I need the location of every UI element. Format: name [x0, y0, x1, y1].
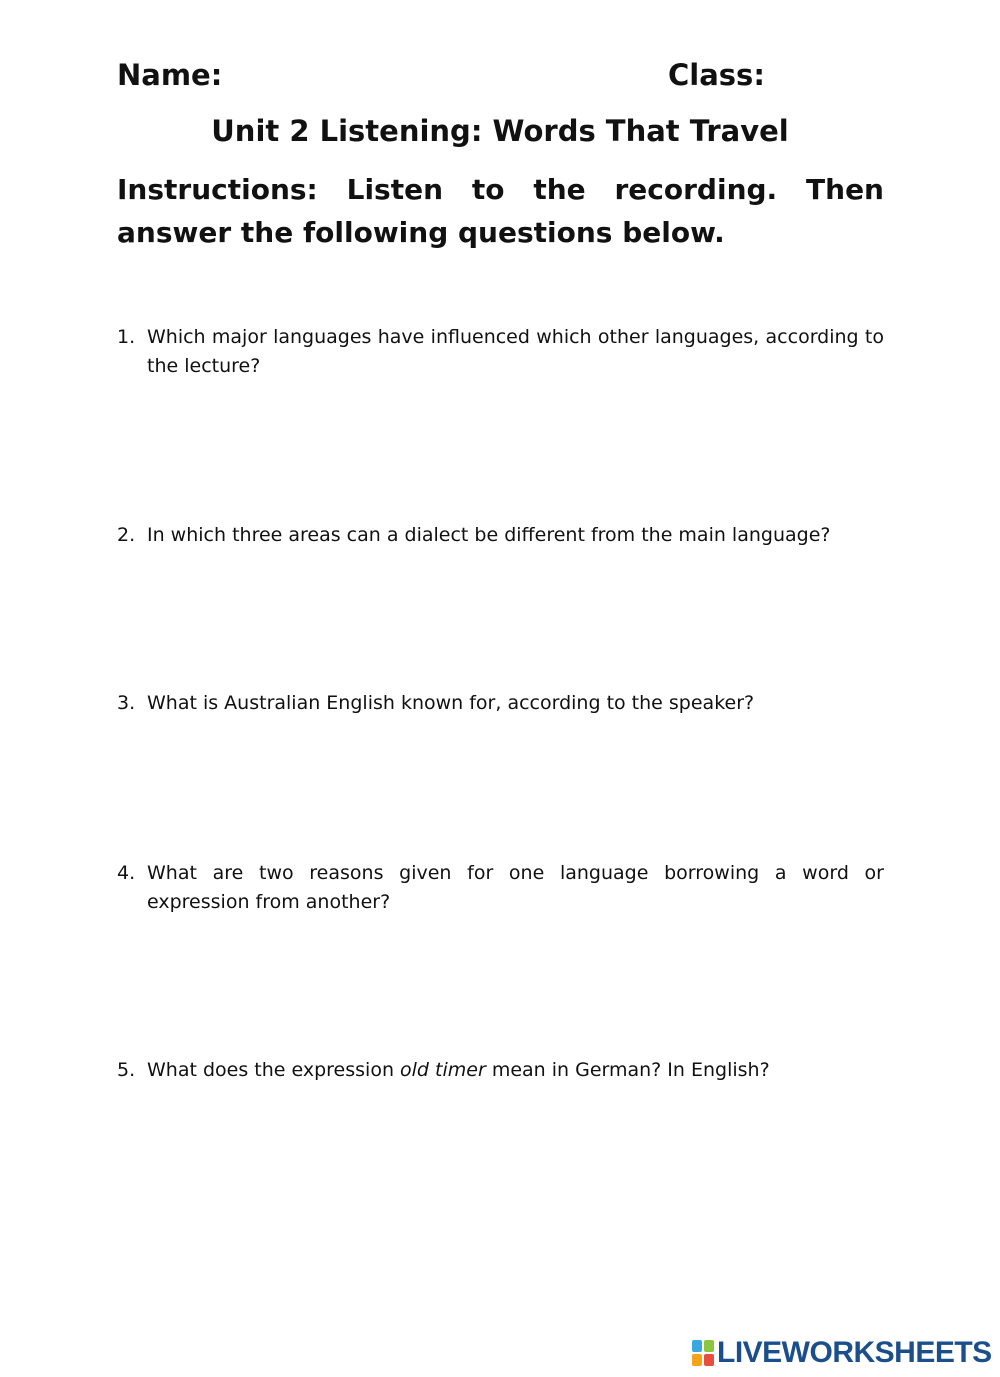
question-number: 5.: [117, 1059, 136, 1081]
instructions: Instructions: Listen to the recording. Then answer the following questions below.: [117, 173, 884, 249]
question-4: [117, 859, 884, 917]
logo-text: LIVEWORKSHEETS: [717, 1336, 992, 1369]
question-5: [117, 1056, 884, 1085]
question-number: 4.: [117, 862, 136, 884]
question-text: [147, 1056, 884, 1085]
question-1: [117, 323, 884, 381]
question-text-after: mean in German? In English?: [485, 1059, 770, 1081]
question-text-before: What does the expression: [147, 1059, 401, 1081]
page-title: Unit 2 Listening: Words That Travel: [211, 114, 789, 148]
question-text: What are two reasons given for one language borrowing a word or expression from another?: [147, 862, 884, 913]
liveworksheets-logo: [692, 1338, 992, 1368]
logo-mark-icon: [692, 1340, 714, 1366]
question-number: 1.: [117, 326, 136, 348]
question-2: [117, 521, 884, 550]
question-text: In which three areas can a dialect be different from the main language?: [147, 524, 831, 546]
question-number: 3.: [117, 692, 136, 714]
question-text: Which major languages have influenced which other languages, according to the lecture?: [147, 326, 884, 377]
question-number: 2.: [117, 524, 136, 546]
name-label: Name:: [117, 58, 223, 92]
question-3: [117, 689, 884, 718]
question-text: What is Australian English known for, according to the speaker?: [147, 692, 755, 714]
class-label: Class:: [668, 58, 765, 92]
question-text-italic: old timer: [400, 1059, 486, 1081]
